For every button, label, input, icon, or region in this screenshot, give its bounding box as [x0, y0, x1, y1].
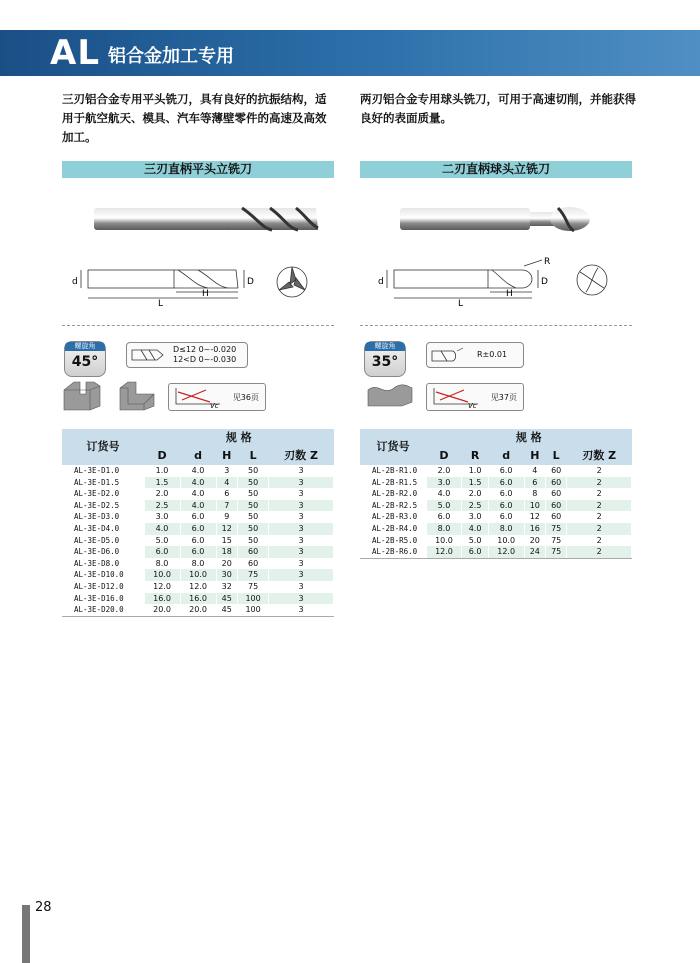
right-spec-table: [360, 429, 632, 559]
cutting-speed-chart-icon: [172, 386, 224, 408]
order-code: AL-2B-R3.0: [360, 511, 426, 523]
order-code: AL-3E-D1.5: [62, 477, 144, 489]
dim-H-label: H: [202, 289, 209, 299]
spec-cell: 1.0: [462, 465, 488, 477]
spec-cell: 3.0: [462, 511, 488, 523]
three-flute-section-icon: [277, 267, 307, 297]
spec-cell: 3: [269, 604, 334, 616]
right-intro: 两刃铝合金专用球头铣刀，可用于高速切削，并能获得良好的表面质量。: [360, 92, 636, 125]
spec-cell: 5.0: [462, 535, 488, 547]
spec-cell: 50: [237, 511, 268, 523]
order-code: AL-2B-R5.0: [360, 535, 426, 547]
table-row: [360, 511, 632, 523]
spec-cell: 4: [524, 465, 545, 477]
left-spec-table: [62, 429, 334, 617]
spec-cell: 4.0: [180, 465, 216, 477]
ball-end-mill-drawing: [372, 256, 622, 308]
spec-cell: 2: [567, 500, 632, 512]
order-code: AL-2B-R2.5: [360, 500, 426, 512]
spec-cell: 20: [216, 558, 237, 570]
right-helix-angle-badge: [364, 341, 406, 377]
left-intro: 三刃铝合金专用平头铣刀，具有良好的抗振结构，适用于航空航天、模具、汽车等薄壁零件的高速及高效加工。: [62, 92, 327, 144]
spec-cell: 3: [216, 465, 237, 477]
col-header: L: [545, 447, 566, 465]
spec-cell: 1.5: [462, 477, 488, 489]
spec-cell: 60: [237, 546, 268, 558]
spec-cell: 12: [216, 523, 237, 535]
table-row: [360, 488, 632, 500]
spec-cell: 18: [216, 546, 237, 558]
spec-cell: 50: [237, 500, 268, 512]
right-section-title: 二刃直柄球头立铣刀: [360, 161, 632, 178]
vc-label: Vc: [210, 402, 219, 408]
spec-cell: 12.0: [144, 581, 180, 593]
order-code-header: 订货号: [62, 429, 144, 465]
dim-H-label: H: [506, 289, 513, 299]
spec-cell: 8.0: [426, 523, 462, 535]
order-code: AL-3E-D16.0: [62, 593, 144, 605]
spec-cell: 4.0: [180, 500, 216, 512]
order-code: AL-3E-D2.0: [62, 488, 144, 500]
spec-cell: 100: [237, 593, 268, 605]
spec-cell: 20.0: [144, 604, 180, 616]
spec-cell: 4.0: [144, 523, 180, 535]
order-code: AL-3E-D5.0: [62, 535, 144, 547]
helix-angle-label: 螺旋角: [365, 342, 405, 351]
ball-tip-icon: [431, 347, 467, 363]
spec-cell: 10.0: [488, 535, 524, 547]
spec-cell: 3.0: [144, 511, 180, 523]
spec-cell: 3: [269, 546, 334, 558]
order-code: AL-3E-D4.0: [62, 523, 144, 535]
spec-header: 规 格: [426, 429, 632, 447]
spec-cell: 6: [524, 477, 545, 489]
vc-label: Vc: [468, 402, 477, 408]
spec-cell: 3: [269, 593, 334, 605]
order-code: AL-2B-R1.5: [360, 477, 426, 489]
left-helix-angle-badge: [64, 341, 106, 377]
spec-cell: 60: [545, 500, 566, 512]
spec-cell: 6.0: [488, 511, 524, 523]
spec-cell: 3.0: [426, 477, 462, 489]
spec-cell: 10: [524, 500, 545, 512]
spec-cell: 6.0: [488, 500, 524, 512]
table-row: [62, 535, 334, 547]
spec-cell: 8.0: [144, 558, 180, 570]
table-row: [360, 500, 632, 512]
helix-angle-value: 35°: [371, 354, 399, 370]
spec-cell: 8.0: [488, 523, 524, 535]
table-row: [62, 593, 334, 605]
spec-cell: 3: [269, 488, 334, 500]
series-title: 铝合金加工专用: [108, 46, 234, 67]
spec-cell: 32: [216, 581, 237, 593]
table-row: [62, 500, 334, 512]
tolerance-line-1: D≤12 0~-0.020: [173, 345, 237, 354]
spec-cell: 60: [545, 511, 566, 523]
spec-cell: 1.5: [144, 477, 180, 489]
spec-cell: 12.0: [488, 546, 524, 558]
curved-workpiece-icon: [366, 378, 414, 408]
dim-R-label: R: [544, 257, 551, 267]
spec-header: 规 格: [144, 429, 334, 447]
col-header: D: [144, 447, 180, 465]
col-header: 刃数 Z: [269, 447, 334, 465]
right-tolerance-box: [426, 342, 524, 368]
spec-cell: 6.0: [488, 465, 524, 477]
two-flute-section-icon: [577, 265, 607, 295]
order-code: AL-3E-D1.0: [62, 465, 144, 477]
order-code: AL-2B-R4.0: [360, 523, 426, 535]
order-code: AL-3E-D6.0: [62, 546, 144, 558]
spec-cell: 12.0: [426, 546, 462, 558]
spec-cell: 75: [237, 569, 268, 581]
ref-page-text: 见37页: [490, 393, 517, 402]
spec-cell: 60: [545, 465, 566, 477]
table-row: [360, 546, 632, 558]
dim-d-label: d: [72, 277, 78, 287]
spec-cell: 2: [567, 465, 632, 477]
spec-cell: 45: [216, 593, 237, 605]
spec-cell: 9: [216, 511, 237, 523]
helix-angle-label: 螺旋角: [65, 342, 105, 351]
order-code: AL-3E-D2.5: [62, 500, 144, 512]
spec-cell: 60: [545, 488, 566, 500]
col-header: L: [237, 447, 268, 465]
spec-cell: 2.5: [462, 500, 488, 512]
table-row: [62, 477, 334, 489]
spec-cell: 75: [545, 535, 566, 547]
col-header: H: [524, 447, 545, 465]
spec-cell: 2: [567, 511, 632, 523]
dim-d-label: d: [378, 277, 384, 287]
spec-cell: 16.0: [180, 593, 216, 605]
spec-cell: 16: [524, 523, 545, 535]
helix-angle-value: 45°: [71, 354, 99, 370]
step-workpiece-icon: [118, 376, 158, 412]
order-code: AL-2B-R2.0: [360, 488, 426, 500]
spec-cell: 2.0: [426, 465, 462, 477]
col-header: H: [216, 447, 237, 465]
series-code: AL: [50, 33, 100, 73]
spec-cell: 75: [237, 581, 268, 593]
order-code: AL-3E-D8.0: [62, 558, 144, 570]
spec-cell: 6.0: [180, 546, 216, 558]
spec-cell: 5.0: [144, 535, 180, 547]
cutting-speed-chart-icon: [430, 386, 482, 408]
slot-workpiece-icon: [62, 376, 102, 412]
order-code: AL-3E-D3.0: [62, 511, 144, 523]
left-cutting-data-ref[interactable]: [168, 383, 266, 411]
spec-cell: 7: [216, 500, 237, 512]
spec-cell: 4.0: [426, 488, 462, 500]
spec-cell: 2.5: [144, 500, 180, 512]
spec-cell: 2: [567, 477, 632, 489]
spec-cell: 6.0: [426, 511, 462, 523]
spec-cell: 1.0: [144, 465, 180, 477]
table-row: [62, 511, 334, 523]
spec-cell: 3: [269, 500, 334, 512]
left-section-title: 三刃直柄平头立铣刀: [62, 161, 334, 178]
spec-cell: 50: [237, 477, 268, 489]
ref-page-text: 见36页: [232, 393, 259, 402]
spec-cell: 6.0: [488, 477, 524, 489]
dim-L-label: L: [458, 299, 464, 308]
spec-cell: 50: [237, 535, 268, 547]
table-row: [62, 569, 334, 581]
spec-cell: 15: [216, 535, 237, 547]
tolerance-line-2: 12<D 0~-0.030: [173, 355, 237, 364]
spec-cell: 3: [269, 535, 334, 547]
right-cutting-data-ref[interactable]: [426, 383, 524, 411]
table-row: [360, 465, 632, 477]
spec-cell: 4.0: [462, 523, 488, 535]
spec-cell: 2: [567, 488, 632, 500]
spec-cell: 10.0: [180, 569, 216, 581]
spec-cell: 6.0: [144, 546, 180, 558]
spec-cell: 10.0: [144, 569, 180, 581]
col-header: d: [488, 447, 524, 465]
order-code-header: 订货号: [360, 429, 426, 465]
col-header: 刃数 Z: [567, 447, 632, 465]
spec-cell: 75: [545, 546, 566, 558]
header-banner: [0, 30, 700, 76]
spec-cell: 10.0: [426, 535, 462, 547]
spec-cell: 4: [216, 477, 237, 489]
spec-cell: 16.0: [144, 593, 180, 605]
spec-cell: 50: [237, 488, 268, 500]
spec-cell: 20.0: [180, 604, 216, 616]
spec-cell: 60: [545, 477, 566, 489]
spec-cell: 50: [237, 465, 268, 477]
spec-cell: 3: [269, 477, 334, 489]
spec-cell: 3: [269, 558, 334, 570]
spec-cell: 60: [237, 558, 268, 570]
table-row: [62, 581, 334, 593]
table-row: [62, 488, 334, 500]
spec-cell: 3: [269, 511, 334, 523]
spec-cell: 12.0: [180, 581, 216, 593]
spec-cell: 2: [567, 523, 632, 535]
spec-cell: 6.0: [488, 488, 524, 500]
dim-D-label: D: [247, 277, 254, 287]
table-row: [62, 523, 334, 535]
dim-D-label: D: [541, 277, 548, 287]
spec-cell: 6.0: [462, 546, 488, 558]
dim-L-label: L: [158, 299, 164, 308]
col-header: D: [426, 447, 462, 465]
table-row: [62, 465, 334, 477]
flat-end-mill-photo: [92, 198, 322, 240]
order-code: AL-2B-R1.0: [360, 465, 426, 477]
spec-cell: 6.0: [180, 511, 216, 523]
order-code: AL-3E-D10.0: [62, 569, 144, 581]
spec-cell: 24: [524, 546, 545, 558]
spec-cell: 3: [269, 465, 334, 477]
spec-cell: 45: [216, 604, 237, 616]
right-separator: [360, 325, 632, 326]
spec-cell: 3: [269, 523, 334, 535]
tool-tip-icon: [131, 348, 165, 362]
spec-cell: 4.0: [180, 477, 216, 489]
table-row: [360, 477, 632, 489]
flat-end-mill-drawing: [66, 258, 316, 308]
spec-cell: 20: [524, 535, 545, 547]
spec-cell: 6.0: [180, 523, 216, 535]
spec-cell: 6: [216, 488, 237, 500]
order-code: AL-2B-R6.0: [360, 546, 426, 558]
spec-cell: 8.0: [180, 558, 216, 570]
table-row: [62, 558, 334, 570]
table-row: [360, 535, 632, 547]
spec-cell: 30: [216, 569, 237, 581]
spec-cell: 8: [524, 488, 545, 500]
ball-end-mill-photo: [398, 198, 598, 240]
spec-cell: 5.0: [426, 500, 462, 512]
tolerance-line-1: R±0.01: [477, 350, 508, 359]
left-tolerance-box: [126, 342, 248, 368]
table-row: [62, 604, 334, 616]
spec-cell: 2.0: [462, 488, 488, 500]
table-row: [62, 546, 334, 558]
spec-cell: 3: [269, 581, 334, 593]
spec-cell: 4.0: [180, 488, 216, 500]
spec-cell: 75: [545, 523, 566, 535]
order-code: AL-3E-D20.0: [62, 604, 144, 616]
spec-cell: 12: [524, 511, 545, 523]
spec-cell: 2: [567, 546, 632, 558]
spec-cell: 3: [269, 569, 334, 581]
col-header: d: [180, 447, 216, 465]
order-code: AL-3E-D12.0: [62, 581, 144, 593]
col-header: R: [462, 447, 488, 465]
table-row: [360, 523, 632, 535]
spec-cell: 50: [237, 523, 268, 535]
spec-cell: 6.0: [180, 535, 216, 547]
spec-cell: 100: [237, 604, 268, 616]
page-number: 28: [35, 900, 52, 915]
spec-cell: 2.0: [144, 488, 180, 500]
page-edge-bar: [22, 905, 30, 963]
spec-cell: 2: [567, 535, 632, 547]
left-separator: [62, 325, 334, 326]
